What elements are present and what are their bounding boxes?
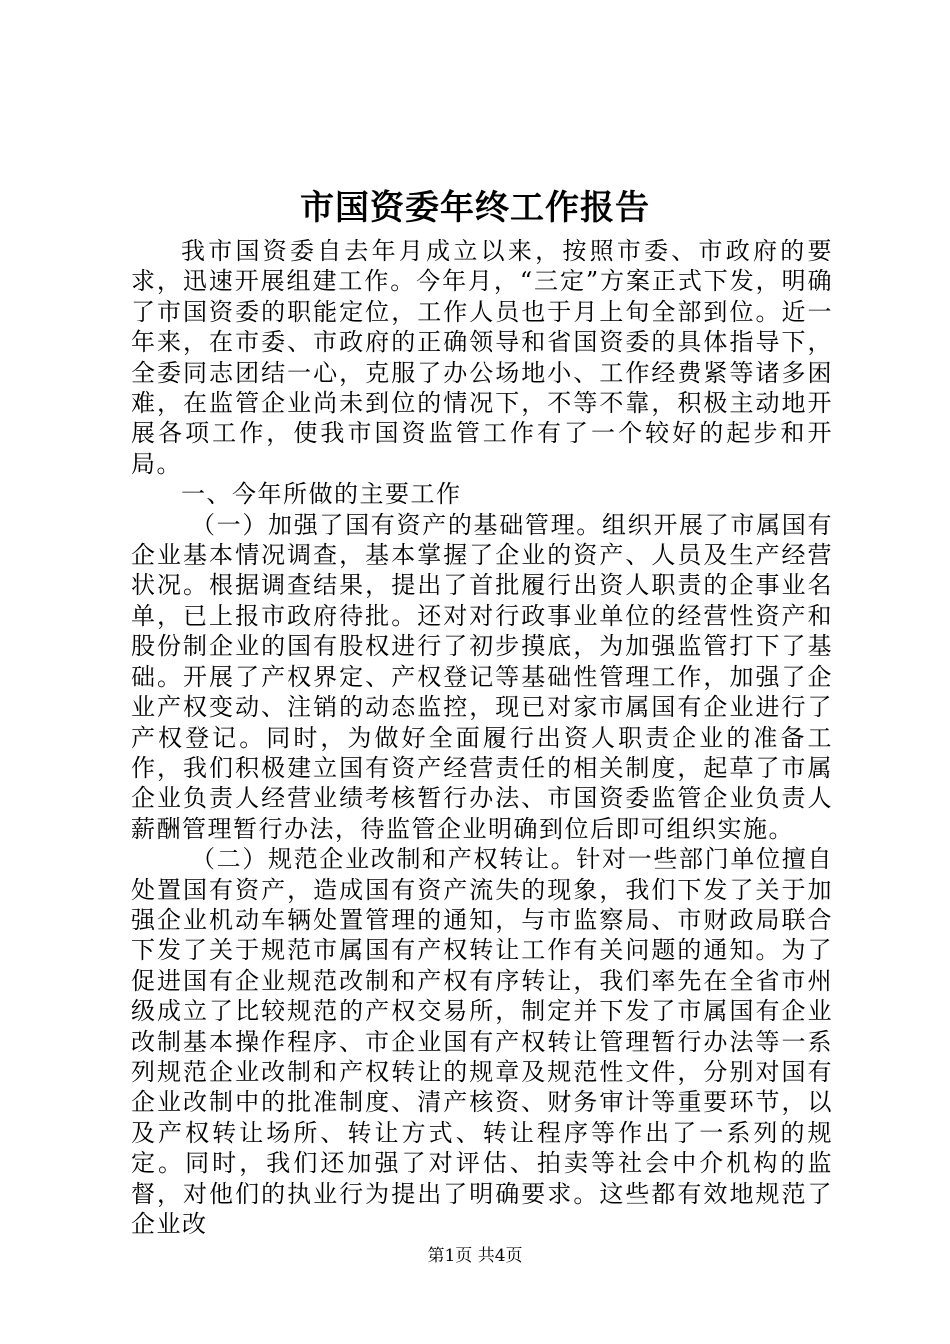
paragraph-section-1: （一）加强了国有资产的基础管理。组织开展了市属国有企业基本情况调查，基本掌握了企业的资产、人员及生产经营状况。根据调查结果，提出了首批履行出资人职责的企事业名单，已上报市政府待批。还对对行政事业单位的经营性资产和股份制企业的国有股权进行了初步摸底，为加强监管打下了基础。开展了产权界定、产权登记等基础性管理工作，加强了企业产权变动、注销的动态监控，现已对家市属国有企业进行了产权登记。同时，为做好全面履行出资人职责企业的准备工作，我们积极建立国有资产经营责任的相关制度，起草了市属企业负责人经营业绩考核暂行办法、市国资委监管企业负责人薪酬管理暂行办法，待监管企业明确到位后即可组织实施。 <box>131 510 833 843</box>
paragraph-intro: 我市国资委自去年月成立以来，按照市委、市政府的要求，迅速开展组建工作。今年月，“三定”方案正式下发，明确了市国资委的职能定位，工作人员也于月上旬全部到位。近一年来，在市委、市政府的正确领导和省国资委的具体指导下，全委同志团结一心，克服了办公场地小、工作经费紧等诸多困难，在监管企业尚未到位的情况下，不等不靠，积极主动地开展各项工作，使我市国资监管工作有了一个较好的起步和开局。 <box>131 237 833 478</box>
document-body <box>131 236 833 1239</box>
section-heading-main-work: 一、今年所做的主要工作 <box>181 480 462 509</box>
document-title: 市国资委年终工作报告 <box>300 188 650 228</box>
paragraph-section-2: （二）规范企业改制和产权转让。针对一些部门单位擅自处置国有资产，造成国有资产流失的现象，我们下发了关于加强企业机动车辆处置管理的通知，与市监察局、市财政局联合下发了关于规范市属国有产权转让工作有关问题的通知。为了促进国有企业规范改制和产权有序转让，我们率先在全省市州级成立了比较规范的产权交易所，制定并下发了市属国有企业改制基本操作程序、市企业国有产权转让管理暂行办法等一系列规范企业改制和产权转让的规章及规范性文件，分别对国有企业改制中的批准制度、清产核资、财务审计等重要环节，以及产权转让场所、转让方式、转让程序等作出了一系列的规定。同时，我们还加强了对评估、拍卖等社会中介机构的监督，对他们的执业行为提出了明确要求。这些都有效地规范了企业改 <box>131 845 833 1238</box>
page-footer: 第1页 共4页 <box>427 1246 523 1266</box>
